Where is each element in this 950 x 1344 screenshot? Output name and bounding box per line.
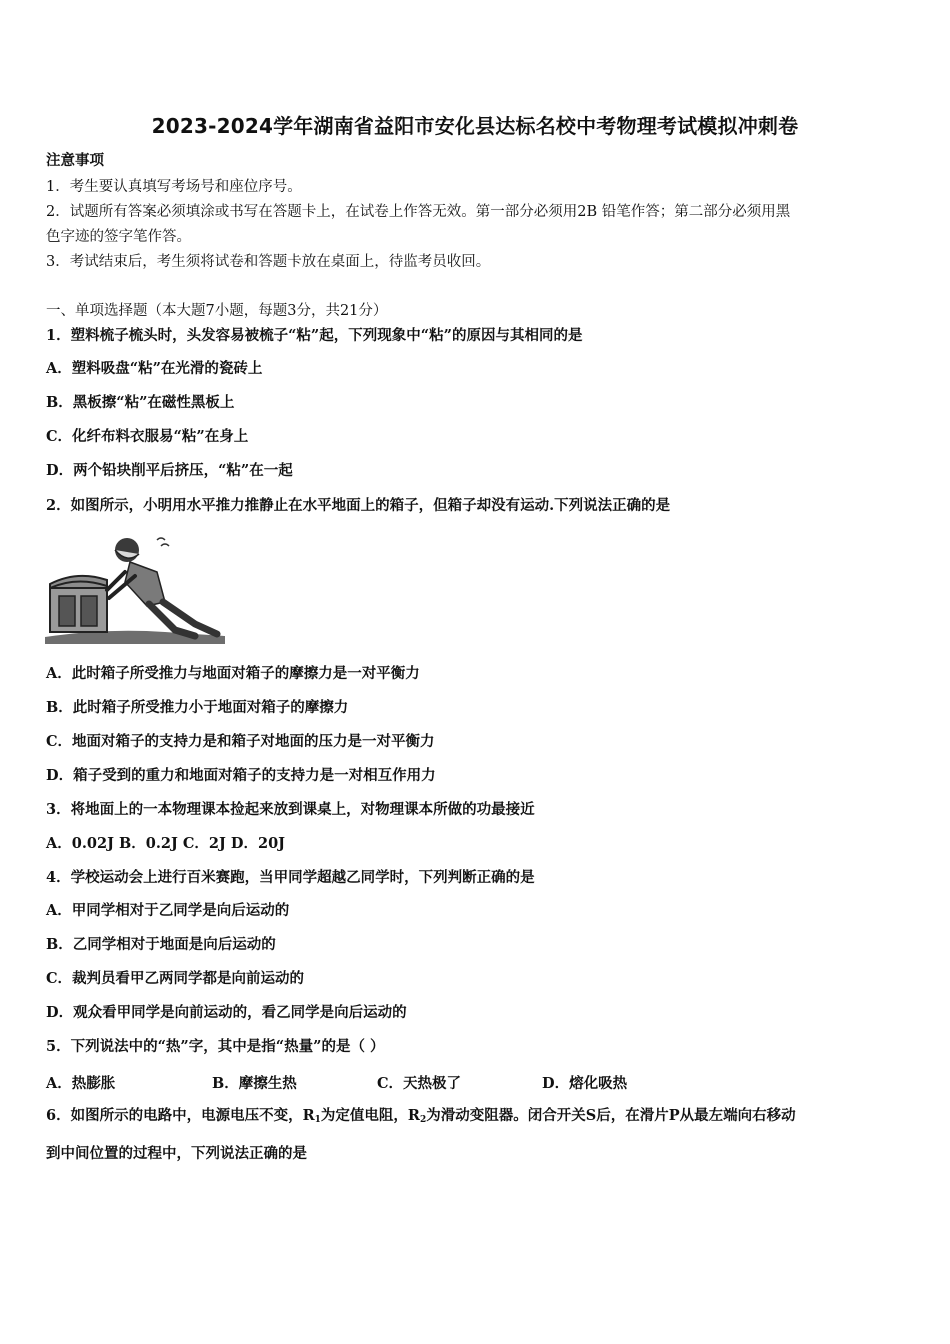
question-stem: 3．将地面上的一本物理课本捡起来放到课桌上，对物理课本所做的功最接近 [46, 801, 535, 818]
subscript: 1 [314, 1115, 321, 1125]
question-stem: 1．塑料梳子梳头时，头发容易被梳子“粘”起，下列现象中“粘”的原因与其相同的是 [46, 327, 583, 344]
stem-part: 6．如图所示的电路中，电源电压不变，R [46, 1107, 315, 1124]
option-item: C．裁判员看甲乙两同学都是向前运动的 [46, 970, 305, 987]
option-item: A．此时箱子所受推力与地面对箱子的摩擦力是一对平衡力 [46, 665, 420, 682]
option-item: B．摩擦生热 [212, 1075, 297, 1092]
option-item: C．天热极了 [377, 1075, 462, 1092]
notice-item: 2．试题所有答案必须填涂或书写在答题卡上，在试卷上作答无效。第一部分必须用2B 铅笔作答；第二部分必须用黑 [46, 204, 791, 220]
stem-part: 为滑动变阻器。闭合开关S后，在滑片P从最左端向右移动 [426, 1107, 796, 1124]
question-stem-continued: 到中间位置的过程中，下列说法正确的是 [46, 1145, 307, 1162]
option-item: D．熔化吸热 [542, 1075, 628, 1092]
stem-part: 为定值电阻，R [320, 1107, 420, 1124]
notice-item: 1．考生要认真填写考场号和座位序号。 [46, 179, 302, 195]
option-item: C．地面对箱子的支持力是和箱子对地面的压力是一对平衡力 [46, 733, 435, 750]
option-item: A．甲同学相对于乙同学是向后运动的 [46, 902, 290, 919]
option-item: A．0.02J B．0.2J C．2J D．20J [46, 835, 286, 852]
option-item: B．此时箱子所受推力小于地面对箱子的摩擦力 [46, 699, 349, 716]
notice-item: 3．考试结束后，考生须将试卷和答题卡放在桌面上，待监考员收回。 [46, 254, 491, 270]
option-item: A．塑料吸盘“粘”在光滑的瓷砖上 [46, 360, 263, 377]
page-title: 2023-2024学年湖南省益阳市安化县达标名校中考物理考试模拟冲刺卷 [151, 114, 799, 138]
option-item: B．黑板擦“粘”在磁性黑板上 [46, 394, 235, 411]
question-stem: 4．学校运动会上进行百米赛跑，当甲同学超越乙同学时，下列判断正确的是 [46, 869, 535, 886]
option-item: D．箱子受到的重力和地面对箱子的支持力是一对相互作用力 [46, 767, 436, 784]
boy-pushing-box-figure [45, 532, 225, 644]
notice-item: 色字迹的签字笔作答。 [46, 229, 191, 245]
subscript: 2 [419, 1115, 427, 1125]
option-item: B．乙同学相对于地面是向后运动的 [46, 936, 276, 953]
option-item: C．化纤布料衣服易“粘”在身上 [46, 428, 249, 445]
question-stem: 2．如图所示，小明用水平推力推静止在水平地面上的箱子，但箱子却没有运动.下列说法正确的是 [46, 497, 671, 514]
question-stem [46, 1106, 796, 1130]
section-heading: 一、单项选择题（本大题7小题，每题3分，共21分） [46, 303, 388, 319]
option-item: A．热膨胀 [46, 1075, 116, 1092]
question-stem: 5．下列说法中的“热”字，其中是指“热量”的是（ ） [46, 1038, 385, 1055]
option-item: D．观众看甲同学是向前运动的，看乙同学是向后运动的 [46, 1004, 407, 1021]
option-item: D．两个铅块削平后挤压，“粘”在一起 [46, 462, 293, 479]
notice-heading: 注意事项 [46, 152, 104, 169]
